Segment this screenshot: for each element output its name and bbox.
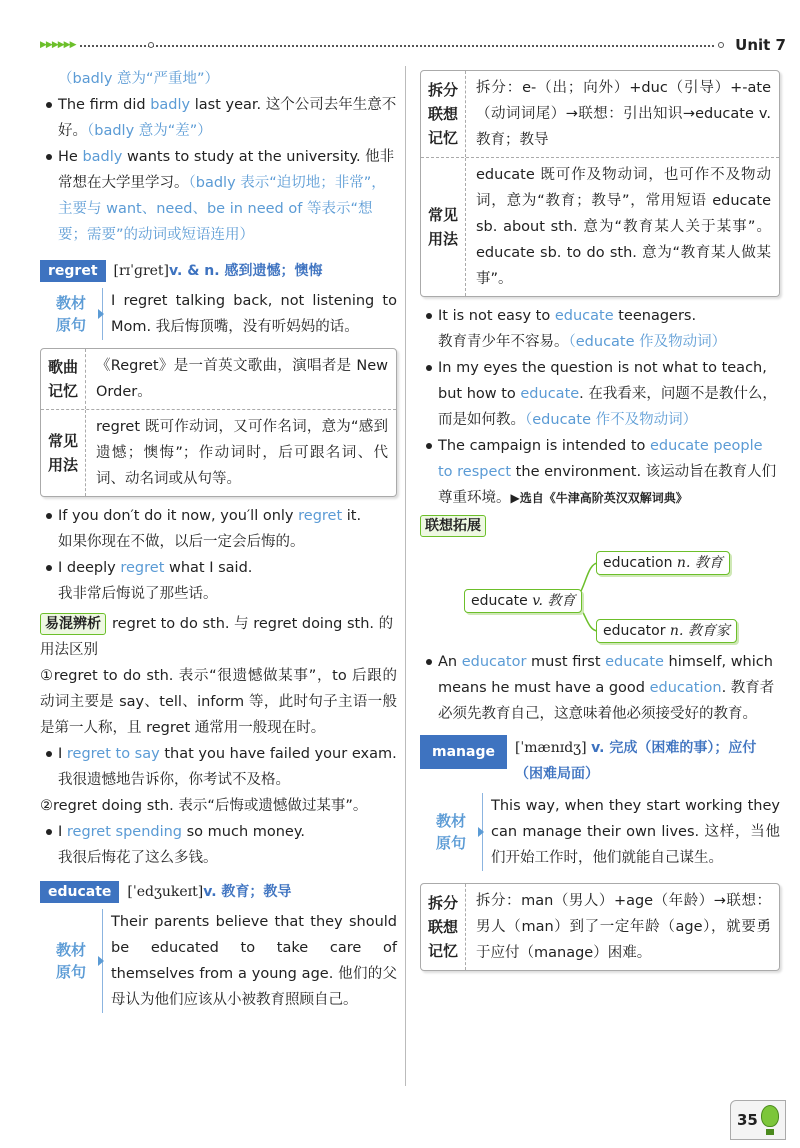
dotted-rule <box>80 45 714 47</box>
association-tag: 联想拓展 <box>420 515 486 537</box>
textbook-sentence <box>40 288 397 340</box>
educate-example-3: The campaign is intended to educate people to respect the environment. 该运动旨在教育人们尊重环境。▶选自《牛津高阶英汉双解词典》 <box>420 433 780 511</box>
educate-info-box: 拆分 联想 记忆 拆分：e-（出；向外）+duc（引导）+-ate（动词词尾）→联想：引出知识→educate v. 教育；教导 常见 用法 educate 既可作及物动词，也可作不及物动词，意为“教育；教导”，常用短语 educate sb. about sth. 意为“教育某人关于某事”。educate sb. to do sth. 意为“教育某人做某事”。 <box>420 70 780 297</box>
educate-heading <box>40 881 397 903</box>
page-number-tab <box>730 1100 786 1140</box>
confusion-tag: 易混辨析 <box>40 613 106 635</box>
usage-text: regret 既可作动词，又可作名词，意为“感到遗憾；懊悔”；作动词时，后可跟名词、代词、动名词或从句等。 <box>85 410 396 496</box>
usage-text: educate 既可作及物动词，也可作不及物动词，意为“教育；教导”，常用短语 educate sb. about sth. 意为“教育某人关于某事”。educate sb. to do sth. 意为“教育某人做某事”。 <box>465 158 779 296</box>
dictionary-source: ▶选自《牛津高阶英汉双解词典》 <box>510 491 688 505</box>
badly-example-1: The firm did badly last year. 这个公司去年生意不好。（badly 意为“差”） <box>40 92 397 144</box>
regret-example-3-cn: 我很遗憾地告诉你，你考试不及格。 <box>58 772 290 788</box>
page-header <box>40 36 786 60</box>
association-section <box>420 513 780 539</box>
textbook-text: I regret talking back, not listening to Mom. 我后悔顶嘴，没有听妈妈的话。 <box>102 288 397 340</box>
educate-example-1: It is not easy to educate teenagers. <box>420 303 780 329</box>
split-memory-text: 拆分：man（男人）+age（年龄）→联想：男人（man）到了一定年龄（age），就要勇于应付（manage）困难。 <box>465 884 779 970</box>
regret-example-2-cn: 我非常后悔说了那些话。 <box>58 586 218 602</box>
badly-example-2: He badly wants to study at the university. 他非常想在大学里学习。（badly 表示“迫切地；非常”，主要与 want、need、be in need of 等表示“想要；需要”的动词或短语连用） <box>40 144 397 248</box>
pronunciation: [ˈmænɪdʒ] <box>514 740 587 756</box>
ring-icon <box>148 42 154 48</box>
definition: v. 教育；教导 <box>203 884 292 900</box>
word-tag: manage <box>420 735 507 769</box>
word-family-mindmap <box>420 543 780 645</box>
textbook-sentence <box>420 793 780 871</box>
page-number: 35 <box>737 1111 758 1129</box>
textbook-label: 教材 原句 <box>40 909 102 1013</box>
textbook-text: Their parents believe that they should be educated to take care of themselves from a young age. 他们的父母认为他们应该从小被教育照顾自己。 <box>102 909 397 1013</box>
word-tag: educate <box>40 881 119 903</box>
word-tag: regret <box>40 260 106 282</box>
regret-example-4-cn: 我很后悔花了这么多钱。 <box>58 850 218 866</box>
badly-note: （badly 意为“严重地”） <box>58 71 220 87</box>
usage-point-2: ②regret doing sth. 表示“后悔或遗憾做过某事”。 <box>40 798 368 814</box>
balloon-basket-icon <box>766 1129 774 1135</box>
textbook-sentence <box>40 909 397 1013</box>
column-divider <box>405 66 406 1086</box>
manage-heading <box>420 735 780 787</box>
educate-example-2: In my eyes the question is not what to teach, but how to educate. 在我看来，问题不是教什么，而是如何教。（educate 作不及物动词） <box>420 355 780 433</box>
pointer-icon <box>478 827 484 837</box>
regret-example-2: I deeply regret what I said. <box>40 555 397 581</box>
pointer-icon <box>98 956 104 966</box>
left-column <box>40 66 397 1021</box>
unit-title: Unit 7 <box>735 36 786 54</box>
definition: v. & n. 感到遗憾；懊悔 <box>169 263 323 279</box>
right-column <box>420 66 780 977</box>
hot-air-balloon-icon <box>761 1105 779 1127</box>
ring-icon <box>718 42 724 48</box>
regret-example-4: I regret spending so much money. <box>40 819 397 845</box>
regret-heading <box>40 260 397 282</box>
regret-example-1-cn: 如果你现在不做，以后一定会后悔的。 <box>58 534 305 550</box>
usage-point-1: ①regret to do sth. 表示“很遗憾做某事”，to 后跟的动词主要是 say、tell、inform 等，此时句子主语一般是第一人称，且 regret 通常用一般现在时。 <box>40 668 397 736</box>
definition: v. 完成（困难的事）；应付（困难局面） <box>514 740 757 782</box>
split-memory-text: 拆分：e-（出；向外）+duc（引导）+-ate（动词词尾）→联想：引出知识→educate v. 教育；教导 <box>465 71 779 157</box>
manage-info-box: 拆分 联想 记忆 拆分：man（男人）+age（年龄）→联想：男人（man）到了一定年龄（age），就要勇于应付（manage）困难。 <box>420 883 780 971</box>
song-memory-text: 《Regret》是一首英文歌曲，演唱者是 New Order。 <box>85 349 396 409</box>
textbook-text: This way, when they start working they can manage their own lives. 这样，当他们开始工作时，他们就能自己谋生。 <box>482 793 780 871</box>
pointer-icon <box>98 309 104 319</box>
textbook-label: 教材 原句 <box>420 793 482 871</box>
confusion-analysis: 易混辨析 regret to do sth. 与 regret doing sth. 的用法区别 <box>40 611 397 663</box>
regret-example-3: I regret to say that you have failed your exam. <box>40 741 397 767</box>
arrow-decoration-icon: ▶▶▶▶▶▶ <box>40 40 76 50</box>
mindmap-top-node: education n. 教育 <box>596 551 730 575</box>
educate-example-1-cn: 教育青少年不容易。（educate 作及物动词） <box>438 334 727 350</box>
educate-example-4: An educator must first educate himself, which means he must have a good education. 教育者必须先教育自己，这意味着他必须接受好的教育。 <box>420 649 780 727</box>
pronunciation: [ˈedʒukeɪt] <box>127 884 204 900</box>
mindmap-bottom-node: educator n. 教育家 <box>596 619 737 643</box>
mindmap-center-node: educate v. 教育 <box>464 589 582 613</box>
regret-info-box: 歌曲 记忆 《Regret》是一首英文歌曲，演唱者是 New Order。 常见 用法 regret 既可作动词，又可作名词，意为“感到遗憾；懊悔”；作动词时，后可跟名词、代词、动名词或从句等。 <box>40 348 397 497</box>
pronunciation: [rɪˈɡret] <box>113 263 170 279</box>
textbook-label: 教材 原句 <box>40 288 102 340</box>
regret-example-1: If you don′t do it now, you′ll only regret it. <box>40 503 397 529</box>
